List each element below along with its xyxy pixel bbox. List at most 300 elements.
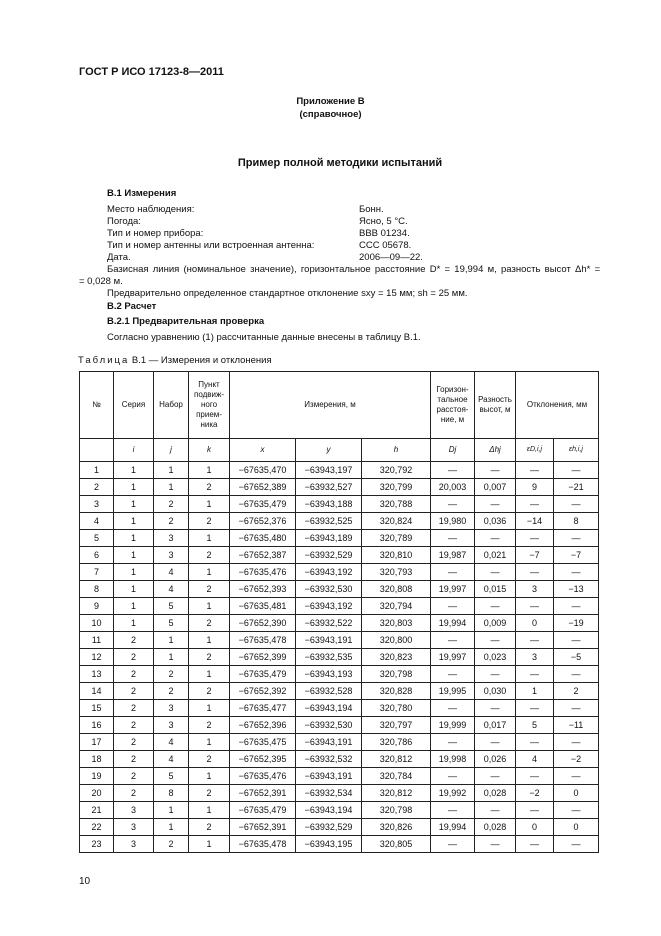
cell-no: 7	[80, 564, 114, 581]
cell-dh: 0,026	[475, 751, 516, 768]
table-row	[80, 785, 599, 802]
cell-dist: —	[431, 700, 475, 717]
cell-x: −67635,477	[230, 700, 296, 717]
prelim-std-dev-text: Предварительно определенное стандартное отклонение sxy = 15 мм; sh = 25 мм.	[107, 288, 468, 299]
subheader-eps-h: εh,i,j	[554, 439, 599, 462]
cell-x: −67652,393	[230, 581, 296, 598]
cell-set: 3	[154, 700, 189, 717]
field-value-date: 2006—09—22.	[359, 252, 423, 263]
cell-point: 1	[189, 836, 230, 853]
cell-set: 8	[154, 785, 189, 802]
cell-eps-d: −14	[516, 513, 554, 530]
cell-dist: —	[431, 530, 475, 547]
cell-eps-d: —	[516, 836, 554, 853]
cell-point: 2	[189, 581, 230, 598]
field-value-antenna: ССС 05678.	[359, 240, 412, 251]
cell-eps-d: —	[516, 496, 554, 513]
cell-point: 1	[189, 666, 230, 683]
cell-series: 2	[114, 717, 154, 734]
cell-point: 1	[189, 598, 230, 615]
cell-y: −63943,194	[296, 700, 362, 717]
cell-series: 1	[114, 462, 154, 479]
field-label-place: Место наблюдения:	[107, 204, 195, 215]
cell-no: 16	[80, 717, 114, 734]
cell-set: 5	[154, 598, 189, 615]
cell-series: 2	[114, 649, 154, 666]
cell-x: −67635,475	[230, 734, 296, 751]
cell-y: −63932,528	[296, 683, 362, 700]
cell-eps-h: —	[554, 802, 599, 819]
cell-series: 2	[114, 768, 154, 785]
cell-series: 1	[114, 615, 154, 632]
cell-dist: 19,997	[431, 649, 475, 666]
cell-eps-h: −11	[554, 717, 599, 734]
table-row	[80, 513, 599, 530]
cell-h: 320,798	[362, 802, 431, 819]
cell-eps-d: —	[516, 530, 554, 547]
cell-eps-d: —	[516, 462, 554, 479]
cell-dist: 19,987	[431, 547, 475, 564]
cell-h: 320,812	[362, 751, 431, 768]
cell-dh: —	[475, 530, 516, 547]
cell-set: 2	[154, 513, 189, 530]
col-header-set: Набор	[154, 372, 189, 439]
table-caption-rest: В.1 — Измерения и отклонения	[129, 355, 272, 366]
table-caption-prefix: Таблица	[78, 355, 130, 366]
cell-series: 3	[114, 836, 154, 853]
cell-y: −63932,532	[296, 751, 362, 768]
cell-eps-d: —	[516, 802, 554, 819]
cell-dist: —	[431, 496, 475, 513]
cell-dist: 19,995	[431, 683, 475, 700]
cell-eps-h: 8	[554, 513, 599, 530]
cell-dist: —	[431, 768, 475, 785]
cell-series: 1	[114, 564, 154, 581]
cell-h: 320,786	[362, 734, 431, 751]
cell-x: −67652,376	[230, 513, 296, 530]
field-value-weather: Ясно, 5 °С.	[359, 216, 408, 227]
cell-eps-d: −2	[516, 785, 554, 802]
main-title: Пример полной методики испытаний	[237, 157, 443, 169]
table-row	[80, 683, 599, 700]
cell-x: −67635,480	[230, 530, 296, 547]
section-b21-heading: В.2.1 Предварительная проверка	[107, 316, 265, 327]
cell-y: −63943,194	[296, 802, 362, 819]
cell-eps-d: 1	[516, 683, 554, 700]
cell-h: 320,826	[362, 819, 431, 836]
cell-dh: 0,021	[475, 547, 516, 564]
cell-point: 1	[189, 564, 230, 581]
subheader-y: y	[296, 439, 362, 462]
field-label-instrument: Тип и номер прибора:	[107, 228, 204, 239]
cell-eps-h: −2	[554, 751, 599, 768]
cell-no: 3	[80, 496, 114, 513]
cell-point: 1	[189, 462, 230, 479]
page-number: 10	[79, 876, 91, 887]
cell-set: 4	[154, 581, 189, 598]
cell-point: 1	[189, 700, 230, 717]
cell-dist: —	[431, 564, 475, 581]
cell-eps-h: 2	[554, 683, 599, 700]
cell-point: 1	[189, 632, 230, 649]
cell-y: −63932,530	[296, 581, 362, 598]
cell-eps-d: 9	[516, 479, 554, 496]
cell-eps-d: 3	[516, 581, 554, 598]
cell-no: 17	[80, 734, 114, 751]
cell-dist: 19,999	[431, 717, 475, 734]
cell-x: −67652,392	[230, 683, 296, 700]
table-row	[80, 751, 599, 768]
cell-series: 1	[114, 530, 154, 547]
cell-x: −67635,478	[230, 836, 296, 853]
cell-x: −67635,479	[230, 496, 296, 513]
cell-eps-h: —	[554, 768, 599, 785]
cell-dist: 19,992	[431, 785, 475, 802]
cell-series: 1	[114, 581, 154, 598]
cell-h: 320,810	[362, 547, 431, 564]
cell-x: −67635,481	[230, 598, 296, 615]
cell-h: 320,792	[362, 462, 431, 479]
table-row	[80, 581, 599, 598]
cell-eps-d: —	[516, 700, 554, 717]
cell-y: −63932,535	[296, 649, 362, 666]
cell-x: −67652,396	[230, 717, 296, 734]
cell-no: 8	[80, 581, 114, 598]
cell-no: 20	[80, 785, 114, 802]
cell-no: 9	[80, 598, 114, 615]
cell-eps-d: 3	[516, 649, 554, 666]
cell-no: 14	[80, 683, 114, 700]
table-body	[80, 462, 599, 853]
cell-x: −67652,399	[230, 649, 296, 666]
cell-h: 320,789	[362, 530, 431, 547]
cell-dh: —	[475, 462, 516, 479]
subheader-h: h	[362, 439, 431, 462]
table-row	[80, 462, 599, 479]
cell-point: 1	[189, 802, 230, 819]
section-b2-heading: В.2 Расчет	[107, 301, 157, 312]
cell-eps-d: 4	[516, 751, 554, 768]
cell-eps-h: −13	[554, 581, 599, 598]
cell-y: −63943,192	[296, 598, 362, 615]
cell-h: 320,828	[362, 683, 431, 700]
cell-h: 320,823	[362, 649, 431, 666]
cell-dist: 19,994	[431, 819, 475, 836]
cell-y: −63943,191	[296, 734, 362, 751]
cell-eps-h: —	[554, 530, 599, 547]
table-row	[80, 649, 599, 666]
subheader-eps-d: εD,i,j	[516, 439, 554, 462]
cell-point: 1	[189, 768, 230, 785]
cell-eps-h: −5	[554, 649, 599, 666]
cell-dist: —	[431, 734, 475, 751]
cell-x: −67635,479	[230, 802, 296, 819]
cell-no: 13	[80, 666, 114, 683]
cell-dh: —	[475, 700, 516, 717]
cell-y: −63943,191	[296, 632, 362, 649]
cell-no: 2	[80, 479, 114, 496]
cell-x: −67635,479	[230, 666, 296, 683]
table-row	[80, 819, 599, 836]
cell-set: 1	[154, 632, 189, 649]
cell-eps-d: —	[516, 768, 554, 785]
cell-dh: —	[475, 768, 516, 785]
cell-point: 2	[189, 785, 230, 802]
cell-set: 1	[154, 462, 189, 479]
field-value-instrument: ВВВ 01234.	[359, 228, 410, 239]
cell-x: −67635,470	[230, 462, 296, 479]
cell-no: 1	[80, 462, 114, 479]
cell-h: 320,808	[362, 581, 431, 598]
cell-dh: —	[475, 496, 516, 513]
cell-point: 2	[189, 615, 230, 632]
table-row	[80, 734, 599, 751]
cell-dist: —	[431, 462, 475, 479]
cell-h: 320,793	[362, 564, 431, 581]
baseline-text-line2: = 0,028 м.	[79, 276, 123, 287]
cell-h: 320,798	[362, 666, 431, 683]
cell-series: 1	[114, 598, 154, 615]
table-row	[80, 836, 599, 853]
cell-no: 4	[80, 513, 114, 530]
subheader-k: k	[189, 439, 230, 462]
cell-point: 2	[189, 819, 230, 836]
cell-h: 320,794	[362, 598, 431, 615]
cell-dist: —	[431, 836, 475, 853]
cell-eps-h: —	[554, 700, 599, 717]
subheader-d: Dj	[431, 439, 475, 462]
table-row	[80, 479, 599, 496]
cell-dh: —	[475, 632, 516, 649]
cell-eps-h: −21	[554, 479, 599, 496]
col-header-number: №	[80, 372, 114, 439]
cell-x: −67652,391	[230, 785, 296, 802]
cell-y: −63943,197	[296, 462, 362, 479]
cell-eps-d: —	[516, 564, 554, 581]
cell-no: 11	[80, 632, 114, 649]
cell-h: 320,799	[362, 479, 431, 496]
cell-eps-d: —	[516, 666, 554, 683]
cell-x: −67635,476	[230, 564, 296, 581]
cell-eps-h: 0	[554, 819, 599, 836]
cell-y: −63943,193	[296, 666, 362, 683]
cell-no: 18	[80, 751, 114, 768]
cell-point: 1	[189, 496, 230, 513]
col-header-deviations: Отклонения, мм	[516, 372, 599, 439]
col-header-measurements: Измерения, м	[230, 372, 431, 439]
table-row	[80, 666, 599, 683]
cell-dh: 0,017	[475, 717, 516, 734]
cell-h: 320,824	[362, 513, 431, 530]
cell-no: 12	[80, 649, 114, 666]
cell-h: 320,784	[362, 768, 431, 785]
cell-h: 320,812	[362, 785, 431, 802]
cell-y: −63943,189	[296, 530, 362, 547]
cell-y: −63932,525	[296, 513, 362, 530]
cell-series: 2	[114, 632, 154, 649]
cell-dh: 0,015	[475, 581, 516, 598]
table-row	[80, 530, 599, 547]
cell-series: 1	[114, 496, 154, 513]
cell-series: 3	[114, 819, 154, 836]
cell-eps-h: —	[554, 666, 599, 683]
table-row	[80, 615, 599, 632]
cell-eps-d: —	[516, 632, 554, 649]
cell-set: 4	[154, 564, 189, 581]
cell-point: 2	[189, 717, 230, 734]
field-value-place: Бонн.	[359, 204, 384, 215]
cell-dist: 19,980	[431, 513, 475, 530]
subheader-dh: Δhj	[475, 439, 516, 462]
cell-x: −67635,478	[230, 632, 296, 649]
cell-y: −63943,191	[296, 768, 362, 785]
cell-x: −67652,391	[230, 819, 296, 836]
cell-x: −67652,390	[230, 615, 296, 632]
cell-y: −63932,527	[296, 479, 362, 496]
table-row	[80, 598, 599, 615]
cell-dist: —	[431, 632, 475, 649]
subheader-blank	[80, 439, 114, 462]
cell-set: 3	[154, 530, 189, 547]
appendix-subtitle: (справочное)	[299, 109, 362, 120]
cell-dist: 19,997	[431, 581, 475, 598]
cell-eps-h: —	[554, 564, 599, 581]
field-label-weather: Погода:	[107, 216, 141, 227]
cell-set: 4	[154, 734, 189, 751]
cell-series: 1	[114, 479, 154, 496]
measurements-table	[79, 371, 599, 853]
cell-x: −67652,387	[230, 547, 296, 564]
cell-point: 2	[189, 683, 230, 700]
cell-dh: 0,009	[475, 615, 516, 632]
subheader-x: x	[230, 439, 296, 462]
cell-dist: 20,003	[431, 479, 475, 496]
table-row	[80, 700, 599, 717]
field-label-antenna: Тип и номер антенны или встроенная антенна:	[107, 240, 315, 251]
cell-dh: —	[475, 734, 516, 751]
cell-h: 320,780	[362, 700, 431, 717]
cell-eps-h: —	[554, 632, 599, 649]
cell-set: 2	[154, 666, 189, 683]
subheader-i: i	[114, 439, 154, 462]
cell-no: 19	[80, 768, 114, 785]
cell-point: 1	[189, 734, 230, 751]
section-b21-text: Согласно уравнению (1) рассчитанные данные внесены в таблицу В.1.	[107, 332, 421, 343]
cell-h: 320,800	[362, 632, 431, 649]
cell-set: 4	[154, 751, 189, 768]
cell-eps-d: —	[516, 734, 554, 751]
cell-no: 6	[80, 547, 114, 564]
cell-dh: —	[475, 564, 516, 581]
cell-eps-h: −7	[554, 547, 599, 564]
cell-dist: 19,998	[431, 751, 475, 768]
cell-point: 2	[189, 513, 230, 530]
table-row	[80, 547, 599, 564]
cell-eps-d: 5	[516, 717, 554, 734]
section-b1-heading: В.1 Измерения	[107, 188, 177, 199]
cell-no: 15	[80, 700, 114, 717]
cell-series: 2	[114, 666, 154, 683]
cell-eps-h: —	[554, 496, 599, 513]
cell-set: 3	[154, 717, 189, 734]
table-row	[80, 768, 599, 785]
table-row	[80, 632, 599, 649]
cell-x: −67652,395	[230, 751, 296, 768]
cell-dh: 0,007	[475, 479, 516, 496]
cell-x: −67652,389	[230, 479, 296, 496]
cell-series: 2	[114, 751, 154, 768]
col-header-distance: Горизон-тальное расстоя-ние, м	[431, 372, 475, 439]
cell-y: −63932,534	[296, 785, 362, 802]
cell-set: 1	[154, 819, 189, 836]
cell-y: −63943,188	[296, 496, 362, 513]
cell-dh: 0,036	[475, 513, 516, 530]
cell-eps-d: 0	[516, 615, 554, 632]
field-label-date: Дата.	[107, 252, 131, 263]
cell-set: 1	[154, 649, 189, 666]
cell-set: 3	[154, 547, 189, 564]
cell-eps-h: —	[554, 462, 599, 479]
cell-point: 1	[189, 530, 230, 547]
cell-no: 23	[80, 836, 114, 853]
cell-set: 2	[154, 836, 189, 853]
table-row	[80, 496, 599, 513]
table-row	[80, 802, 599, 819]
cell-no: 10	[80, 615, 114, 632]
subheader-j: j	[154, 439, 189, 462]
cell-y: −63932,529	[296, 547, 362, 564]
cell-series: 2	[114, 785, 154, 802]
cell-series: 2	[114, 700, 154, 717]
col-header-height-diff: Разность высот, м	[475, 372, 516, 439]
cell-eps-d: −7	[516, 547, 554, 564]
cell-eps-h: —	[554, 598, 599, 615]
cell-y: −63932,522	[296, 615, 362, 632]
cell-set: 2	[154, 683, 189, 700]
cell-dist: —	[431, 666, 475, 683]
appendix-title: Приложение В	[296, 96, 365, 107]
cell-no: 22	[80, 819, 114, 836]
cell-h: 320,788	[362, 496, 431, 513]
cell-series: 1	[114, 513, 154, 530]
cell-dh: 0,023	[475, 649, 516, 666]
col-header-point: Пункт подвиж-ного прием-ника	[189, 372, 230, 439]
cell-dist: —	[431, 598, 475, 615]
baseline-text-line1: Базисная линия (номинальное значение), горизонтальное расстояние D* = 19,994 м, разность высот Δh* =	[107, 264, 601, 275]
cell-no: 5	[80, 530, 114, 547]
cell-eps-d: —	[516, 598, 554, 615]
document-header: ГОСТ Р ИСО 17123-8—2011	[79, 66, 224, 78]
cell-series: 2	[114, 683, 154, 700]
cell-dh: 0,028	[475, 785, 516, 802]
cell-set: 2	[154, 496, 189, 513]
cell-point: 2	[189, 547, 230, 564]
cell-point: 2	[189, 751, 230, 768]
cell-y: −63932,529	[296, 819, 362, 836]
cell-y: −63943,195	[296, 836, 362, 853]
cell-dh: 0,030	[475, 683, 516, 700]
cell-h: 320,797	[362, 717, 431, 734]
cell-point: 2	[189, 479, 230, 496]
cell-y: −63943,192	[296, 564, 362, 581]
cell-eps-h: —	[554, 734, 599, 751]
cell-eps-h: —	[554, 836, 599, 853]
cell-set: 5	[154, 768, 189, 785]
cell-set: 5	[154, 615, 189, 632]
table-row	[80, 717, 599, 734]
cell-dist: —	[431, 802, 475, 819]
table-row	[80, 564, 599, 581]
